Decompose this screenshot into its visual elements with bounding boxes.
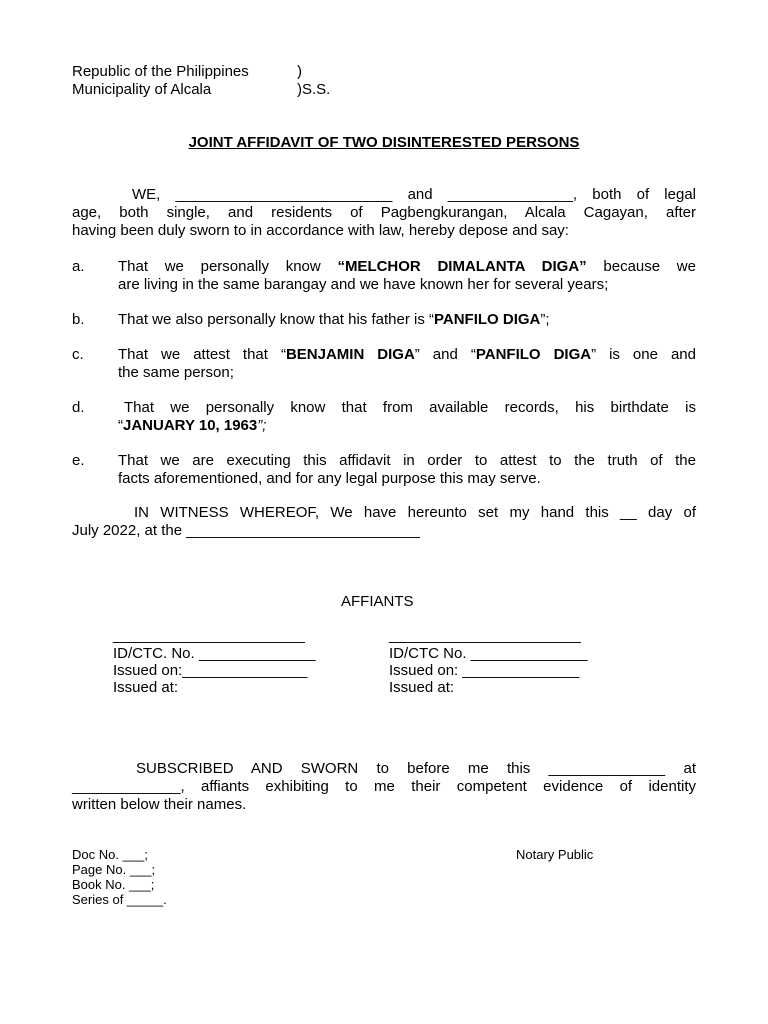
subscribed-line-1: SUBSCRIBED AND SWORN to before me this ______________ at [136,760,696,777]
item-d-pre: “ [118,417,123,434]
affiant-left-issued-at: Issued at: [113,679,179,696]
item-a-line-2: are living in the same barangay and we have known her for several years; [118,276,609,293]
intro-and: and [392,186,448,203]
item-d-line-1: That we personally know that from available records, his birthdate is [124,399,696,416]
item-c-post: ” is one and [591,346,696,363]
item-b-line [118,311,550,329]
affiant-right-id: ID/CTC No. ______________ [389,645,588,662]
notary-page-no: Page No. ___; [72,862,156,877]
item-a-pre: That we personally know [118,258,338,275]
affiant-left-signature-line: _______________________ [113,627,305,644]
item-e-letter: e. [72,452,85,469]
header-republic: Republic of the Philippines [72,63,249,80]
affiant-right-issued-at: Issued at: [389,679,455,696]
item-c-line-2: the same person; [118,364,234,381]
affiants-label: AFFIANTS [341,593,414,610]
item-a-post: because we [586,258,696,275]
item-b-pre: That we also personally know that his father is “ [118,311,434,328]
notary-series: Series of _____. [72,892,167,907]
notary-doc-no: Doc No. ___; [72,847,148,862]
item-c-name-1: BENJAMIN DIGA [285,346,415,363]
item-c-line-1 [118,346,696,364]
witness-line-1: IN WITNESS WHEREOF, We have hereunto set my hand this __ day of [134,504,696,521]
item-a-name: “MELCHOR DIMALANTA DIGA” [337,258,587,275]
subscribed-line-2: _____________, affiants exhibiting to me their competent evidence of identity [72,778,696,795]
document-title: JOINT AFFIDAVIT OF TWO DISINTERESTED PERSONS [188,134,580,151]
intro-line-2: age, both single, and residents of Pagbengkurangan, Alcala Cagayan, after [72,204,696,221]
intro-line-3: having been duly sworn to in accordance with law, hereby depose and say: [72,222,569,239]
header-municipality: Municipality of Alcala [72,81,212,98]
item-d-date: JANUARY 10, 1963 [123,417,258,434]
affiant-right-issued-on: Issued on: ______________ [389,662,580,679]
witness-line-2: July 2022, at the ____________________________ [72,522,420,539]
affiant-left-issued-on: Issued on:_______________ [113,662,308,679]
item-e-line-1: That we are executing this affidavit in order to attest to the truth of the [118,452,696,469]
item-c-name-2: PANFILO DIGA [475,346,592,363]
item-c-letter: c. [72,346,84,363]
item-b-letter: b. [72,311,85,328]
item-b-name: PANFILO DIGA [433,311,541,328]
item-a-line-1 [118,258,696,276]
item-e-line-2: facts aforementioned, and for any legal purpose this may serve. [118,470,541,487]
intro-line-1 [72,186,696,204]
header-paren: ) [297,63,302,80]
intro-we: WE, [132,186,176,203]
intro-legal: , both of legal [572,186,696,203]
intro-blank-1: __________________________ [175,186,393,203]
item-d-post: ”; [257,417,267,434]
item-b-post: ”; [540,311,550,328]
header-ss: )S.S. [297,81,331,98]
item-d-line-2 [118,417,266,435]
subscribed-line-3: written below their names. [72,796,247,813]
affiant-right-signature-line: _______________________ [389,627,581,644]
item-c-pre: That we attest that “ [118,346,286,363]
notary-book-no: Book No. ___; [72,877,155,892]
affiant-left-id: ID/CTC. No. ______________ [113,645,316,662]
item-c-mid: ” and “ [414,346,476,363]
notary-public-label: Notary Public [516,847,594,862]
item-d-letter: d. [72,399,85,416]
item-a-letter: a. [72,258,85,275]
intro-blank-2: _______________ [447,186,573,203]
